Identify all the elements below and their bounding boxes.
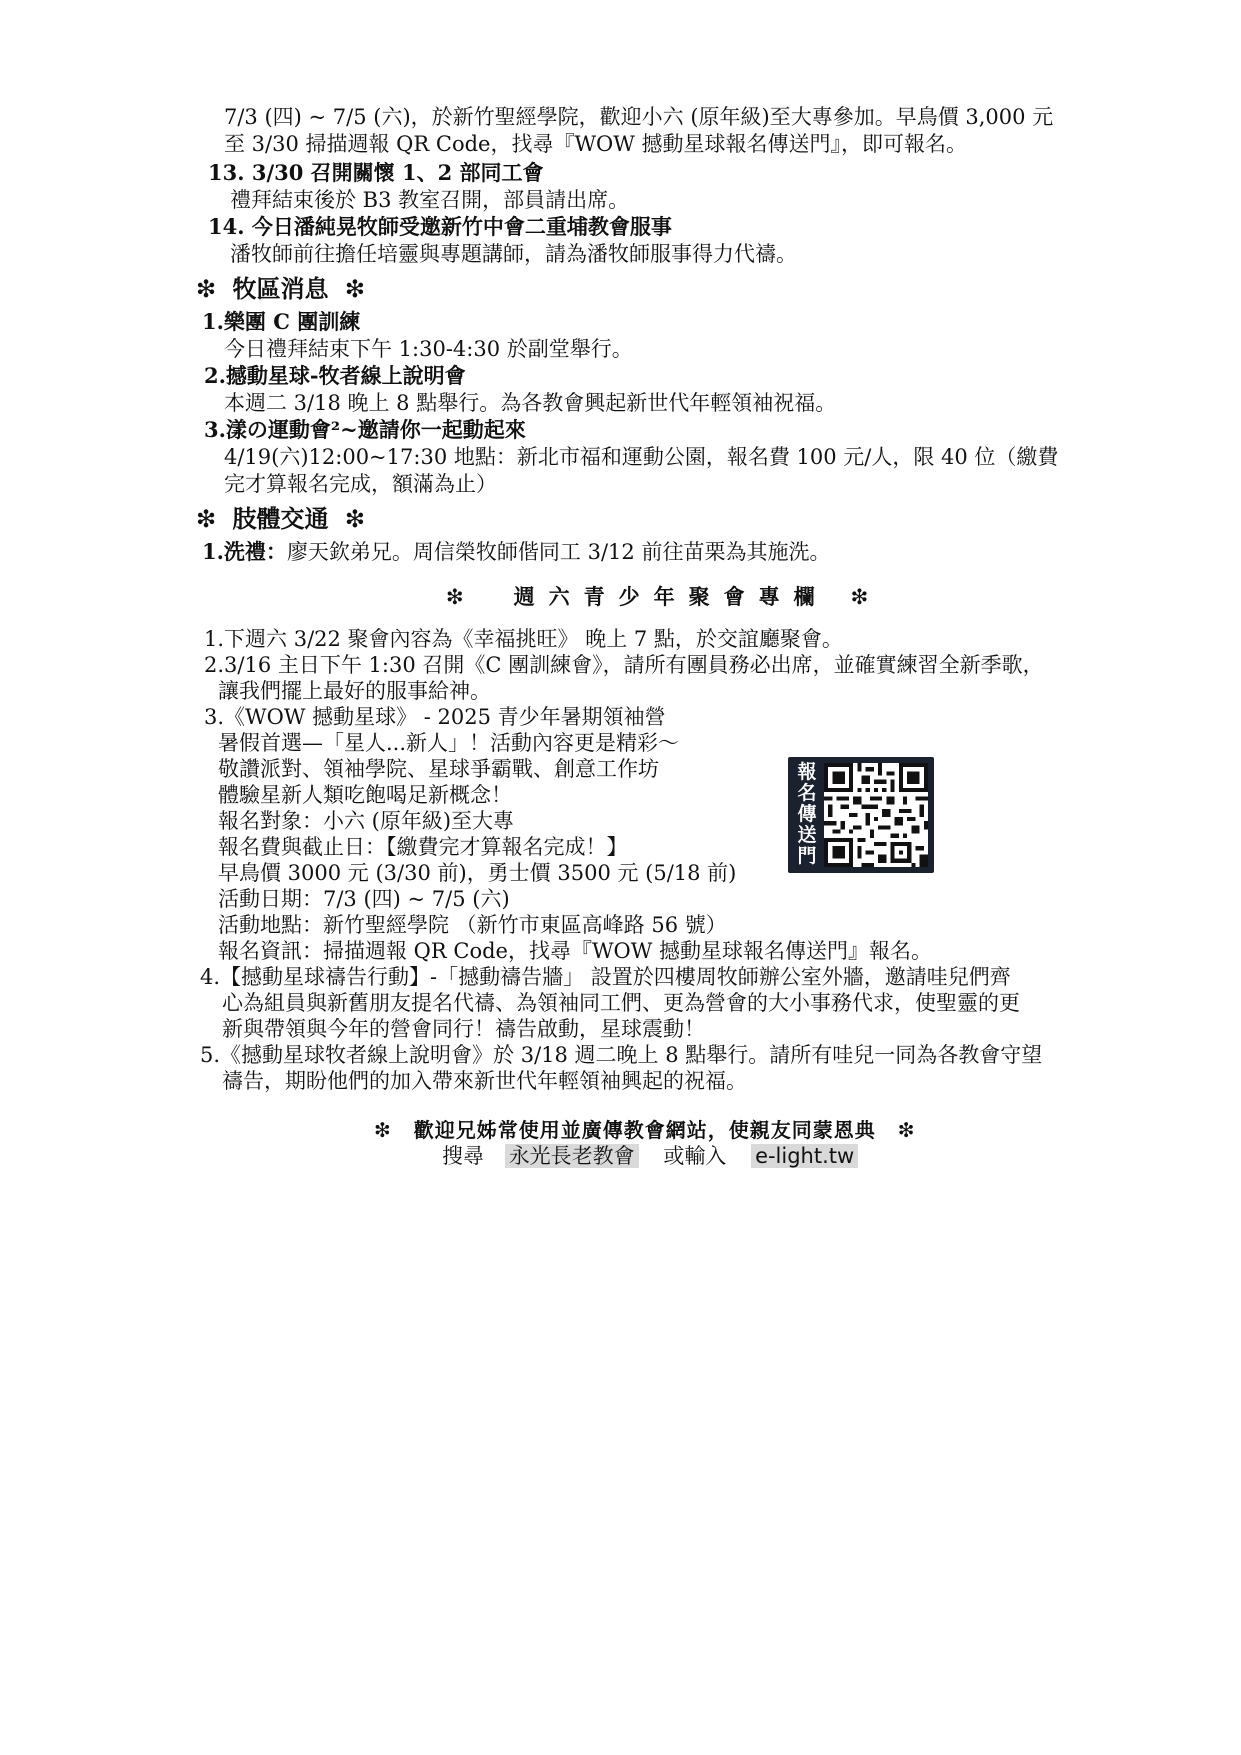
item-14-title: 14. 今日潘純晃牧師受邀新竹中會二重埔教會服事 <box>208 214 672 239</box>
search-prefix: 搜尋 <box>442 1144 484 1168</box>
qr-code-icon <box>824 763 928 867</box>
flower-icon: ❇ <box>344 505 365 533</box>
youth-item-3-line-f: 報名費與截止日：【繳費完才算報名完成！】 <box>218 835 628 859</box>
youth-heading-text: 週六青少年聚會專欄 <box>513 585 829 609</box>
footer-invite-text: 歡迎兄姊常使用並廣傳教會網站，使親友同蒙恩典 <box>413 1118 876 1142</box>
youth-item-3-line-e: 報名對象：小六 (原年級)至大專 <box>218 809 515 833</box>
pastoral-item-3-body-1: 4/19(六)12:00~17:30 地點：新北市福和運動公園，報名費 100 元/人，限 40 位（繳費 <box>224 445 1059 469</box>
youth-item-4-line-1: 4.【撼動星球禱告行動】-「撼動禱告牆」 設置於四樓周牧師辦公室外牆，邀請哇兒們齊 <box>200 965 1011 989</box>
flower-icon: ❇ <box>374 1118 392 1142</box>
youth-item-3-line-j: 報名資訊：掃描週報 QR Code，找尋『WOW 撼動星球報名傳送門』報名。 <box>218 939 933 963</box>
pastoral-item-1-title: 1.樂團 C 團訓練 <box>202 309 361 334</box>
youth-item-1: 1.下週六 3/22 聚會內容為《幸福挑旺》 晚上 7 點，於交誼廳聚會。 <box>204 627 843 651</box>
footer-search-line <box>442 1141 858 1171</box>
camp-info-line-1: 7/3 (四) ~ 7/5 (六)，於新竹聖經學院，歡迎小六 (原年級)至大專參加。早鳥價 3,000 元 <box>224 105 1054 129</box>
youth-item-3-line-c: 敬讚派對、領袖學院、星球爭霸戰、創意工作坊 <box>218 757 659 781</box>
youth-item-5-line-2: 禱告，期盼他們的加入帶來新世代年輕領袖興起的祝福。 <box>222 1069 747 1093</box>
youth-item-3-line-i: 活動地點：新竹聖經學院 （新竹市東區高峰路 56 號） <box>218 913 727 937</box>
member-news-heading <box>196 504 365 534</box>
item-14-body: 潘牧師前往擔任培靈與專題講師，請為潘牧師服事得力代禱。 <box>230 242 797 266</box>
baptism-body: 廖天欽弟兄。周信榮牧師偕同工 3/12 前往苗栗為其施洗。 <box>286 540 831 564</box>
pastoral-item-2-title: 2.撼動星球-牧者線上說明會 <box>204 363 466 388</box>
youth-item-3-line-g: 早鳥價 3000 元 (3/30 前)，勇士價 3500 元 (5/18 前) <box>218 861 737 885</box>
qr-label: 報 名 傳 送 門 <box>797 761 817 867</box>
youth-item-3-line-d: 體驗星新人類吃飽喝足新概念！ <box>218 783 512 807</box>
item-13-body: 禮拜結束後於 B3 教室召開，部員請出席。 <box>230 188 630 212</box>
or-text: 或輸入 <box>663 1144 727 1168</box>
pastoral-item-3-title: 3.漾の運動會²~邀請你一起動起來 <box>204 417 526 442</box>
baptism-line <box>202 539 830 565</box>
church-search-term[interactable]: 永光長老教會 <box>505 1144 639 1168</box>
camp-info-line-2: 至 3/30 掃描週報 QR Code，找尋『WOW 撼動星球報名傳送門』，即可報名。 <box>224 132 968 156</box>
flower-icon: ❇ <box>344 275 365 303</box>
pastoral-heading-text: 牧區消息 <box>232 275 329 303</box>
member-heading-text: 肢體交通 <box>232 505 329 533</box>
youth-column-heading <box>446 581 882 611</box>
youth-item-3-title: 3.《WOW 撼動星球》 - 2025 青少年暑期領袖營 <box>204 705 666 729</box>
pastoral-item-3-body-2: 完才算報名完成，額滿為止） <box>224 472 497 496</box>
youth-item-2-line-2: 讓我們擺上最好的服事給神。 <box>218 679 491 703</box>
flower-icon: ❇ <box>196 275 217 303</box>
pastoral-item-1-body: 今日禮拜結束下午 1:30-4:30 於副堂舉行。 <box>224 337 633 361</box>
youth-item-3-line-b: 暑假首選—「星人...新人」！活動內容更是精彩～ <box>218 731 680 755</box>
flower-icon: ❇ <box>897 1118 916 1142</box>
church-website-url[interactable]: e-light.tw <box>751 1144 858 1168</box>
item-13-title: 13. 3/30 召開關懷 1、2 部同工會 <box>208 160 544 185</box>
flower-icon: ❇ <box>446 585 478 609</box>
registration-qr-code[interactable] <box>788 757 934 873</box>
youth-item-4-line-2: 心為組員與新舊朋友提名代禱、為領袖同工們、更為營會的大小事務代求，使聖靈的更 <box>222 991 1020 1015</box>
pastoral-news-heading <box>196 274 365 304</box>
flower-icon: ❇ <box>850 585 883 609</box>
flower-icon: ❇ <box>196 505 217 533</box>
youth-item-3-line-h: 活動日期：7/3 (四) ~ 7/5 (六) <box>218 887 510 911</box>
pastoral-item-2-body: 本週二 3/18 晚上 8 點舉行。為各教會興起新世代年輕領袖祝福。 <box>224 391 837 415</box>
footer-invite <box>374 1114 916 1143</box>
baptism-label: 1.洗禮： <box>202 539 287 564</box>
youth-item-5-line-1: 5.《撼動星球牧者線上說明會》於 3/18 週二晚上 8 點舉行。請所有哇兒一同為各教會守望 <box>200 1043 1043 1067</box>
youth-item-4-line-3: 新與帶領與今年的營會同行！禱告啟動，星球震動！ <box>222 1017 705 1041</box>
youth-item-2-line-1: 2.3/16 主日下午 1:30 召開《C 團訓練會》，請所有團員務必出席，並確實練習全新季歌， <box>204 653 1044 677</box>
